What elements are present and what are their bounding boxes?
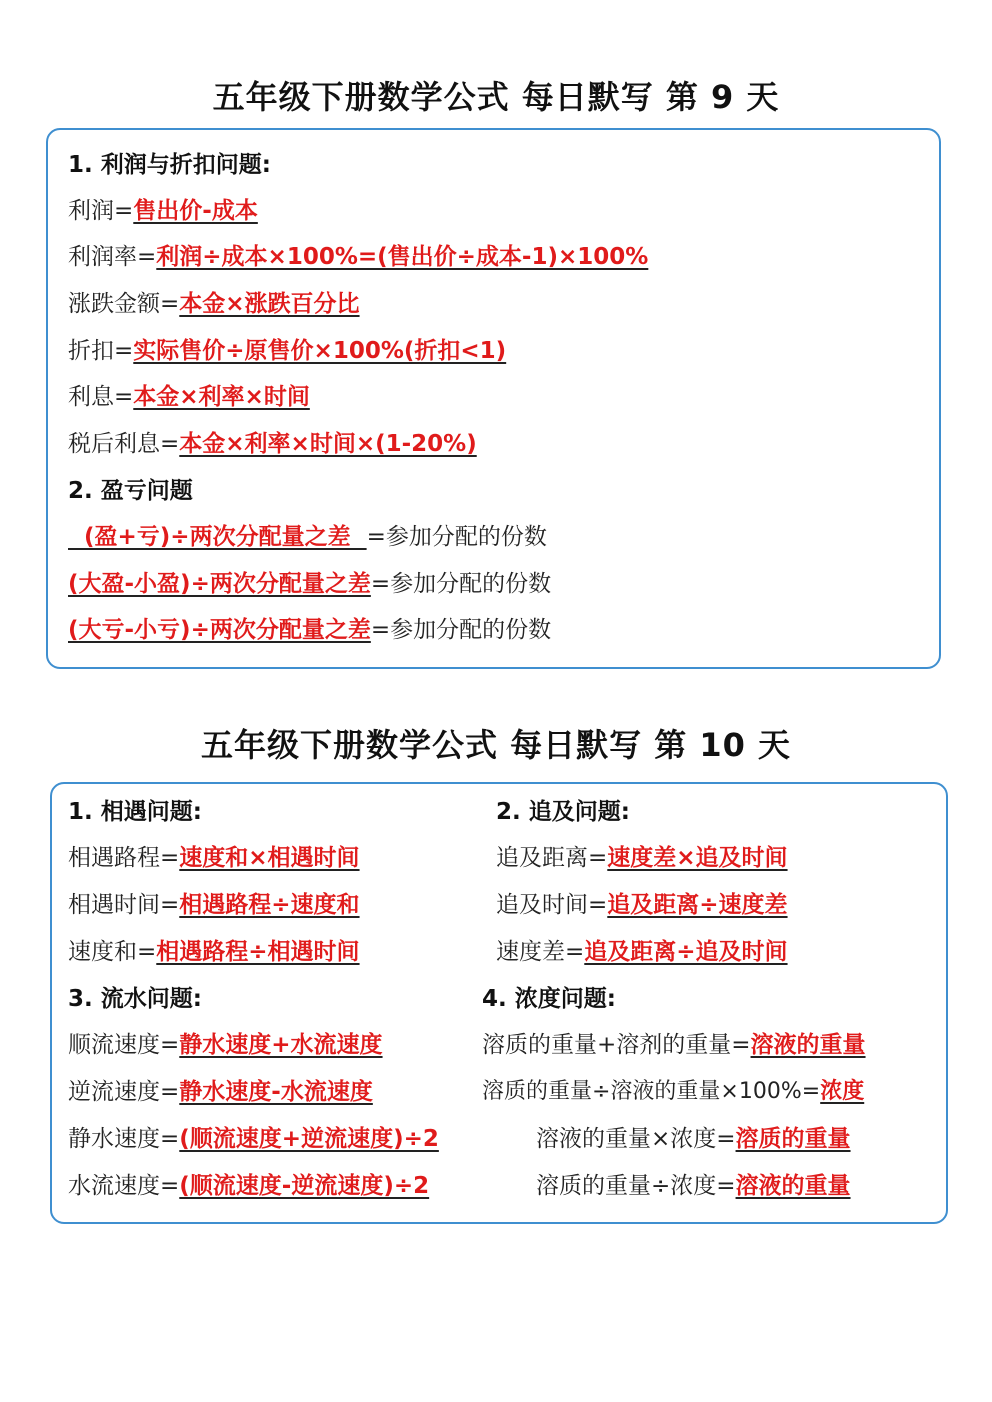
section-heading-meeting: 1. 相遇问题: xyxy=(68,799,202,825)
formula-suffix: =参加分配的份数 xyxy=(366,524,547,550)
formula-label: 相遇路程= xyxy=(68,845,180,871)
formula-label: 税后利息= xyxy=(68,431,180,457)
formula-answer: 本金×利率×时间×(1-20%) xyxy=(179,431,477,457)
formula-answer: (大亏-小亏)÷两次分配量之差 xyxy=(68,617,371,643)
formula-answer: 速度和×相遇时间 xyxy=(179,845,360,871)
formula-label: 水流速度= xyxy=(68,1173,180,1199)
formula-row xyxy=(68,843,360,873)
formula-answer: (顺流速度+逆流速度)÷2 xyxy=(179,1126,439,1152)
section-heading-concentration: 4. 浓度问题: xyxy=(482,986,616,1012)
formula-row xyxy=(68,1171,429,1201)
formula-label: 溶液的重量×浓度= xyxy=(536,1126,736,1152)
formula-answer: 售出价-成本 xyxy=(133,198,258,224)
formula-answer: 追及距离÷追及时间 xyxy=(584,939,788,965)
formula-label: 溶质的重量÷溶液的重量×100%= xyxy=(482,1079,821,1104)
page-title-day10: 五年级下册数学公式 每日默写 第 10 天 xyxy=(200,726,792,764)
page-title-day9: 五年级下册数学公式 每日默写 第 9 天 xyxy=(212,78,780,116)
formula-suffix: =参加分配的份数 xyxy=(370,617,552,643)
formula-answer: (顺流速度-逆流速度)÷2 xyxy=(179,1173,430,1199)
formula-row xyxy=(68,937,360,967)
formula-label: 逆流速度= xyxy=(68,1079,180,1105)
formula-row xyxy=(482,1030,866,1060)
formula-answer: 相遇路程÷速度和 xyxy=(179,892,360,918)
formula-row xyxy=(68,289,360,319)
formula-label: 静水速度= xyxy=(68,1126,180,1152)
formula-answer: 速度差×追及时间 xyxy=(607,845,788,871)
formula-label: 利润率= xyxy=(68,244,157,270)
formula-answer: (大盈-小盈)÷两次分配量之差 xyxy=(68,571,371,597)
formula-label: 涨跌金额= xyxy=(68,291,180,317)
formula-row xyxy=(68,522,547,552)
formula-row xyxy=(536,1124,851,1154)
formula-row xyxy=(496,890,788,920)
formula-row xyxy=(68,1030,383,1060)
formula-row xyxy=(68,429,477,459)
formula-suffix: =参加分配的份数 xyxy=(370,571,552,597)
formula-row xyxy=(68,196,258,226)
formula-row xyxy=(496,937,788,967)
formula-label: 利息= xyxy=(68,384,134,410)
formula-label: 追及时间= xyxy=(496,892,608,918)
formula-answer: 实际售价÷原售价×100%(折扣<1) xyxy=(133,338,507,364)
formula-row xyxy=(68,1124,439,1154)
formula-row xyxy=(68,336,506,366)
formula-row xyxy=(536,1171,851,1201)
section-heading-chase: 2. 追及问题: xyxy=(496,799,630,825)
formula-row xyxy=(68,1077,373,1107)
formula-answer: 溶液的重量 xyxy=(735,1173,851,1199)
formula-label: 顺流速度= xyxy=(68,1032,180,1058)
formula-row xyxy=(68,569,551,599)
formula-row xyxy=(68,382,310,412)
section-heading-stream: 3. 流水问题: xyxy=(68,986,202,1012)
formula-answer: 本金×涨跌百分比 xyxy=(179,291,360,317)
formula-answer: 利润÷成本×100%=(售出价÷成本-1)×100% xyxy=(156,244,649,270)
formula-row xyxy=(496,843,788,873)
formula-label: 溶质的重量÷浓度= xyxy=(536,1173,736,1199)
formula-answer: 静水速度-水流速度 xyxy=(179,1079,373,1105)
formula-label: 速度和= xyxy=(68,939,157,965)
formula-label: 溶质的重量+溶剂的重量= xyxy=(482,1032,751,1058)
formula-answer: (盈+亏)÷两次分配量之差 xyxy=(68,524,367,550)
section-heading-profit: 1. 利润与折扣问题: xyxy=(68,152,271,178)
formula-label: 速度差= xyxy=(496,939,585,965)
formula-row xyxy=(68,615,551,645)
formula-label: 利润= xyxy=(68,198,134,224)
formula-answer: 静水速度+水流速度 xyxy=(179,1032,383,1058)
formula-row xyxy=(68,242,648,272)
formula-row xyxy=(482,1077,864,1107)
section-heading-surplus-deficit: 2. 盈亏问题 xyxy=(68,478,193,504)
formula-answer: 溶质的重量 xyxy=(735,1126,851,1152)
formula-label: 追及距离= xyxy=(496,845,608,871)
formula-answer: 相遇路程÷相遇时间 xyxy=(156,939,360,965)
formula-answer: 浓度 xyxy=(820,1079,865,1104)
formula-label: 相遇时间= xyxy=(68,892,180,918)
formula-label: 折扣= xyxy=(68,338,134,364)
formula-answer: 追及距离÷速度差 xyxy=(607,892,788,918)
formula-answer: 本金×利率×时间 xyxy=(133,384,310,410)
formula-row xyxy=(68,890,360,920)
formula-answer: 溶液的重量 xyxy=(750,1032,866,1058)
